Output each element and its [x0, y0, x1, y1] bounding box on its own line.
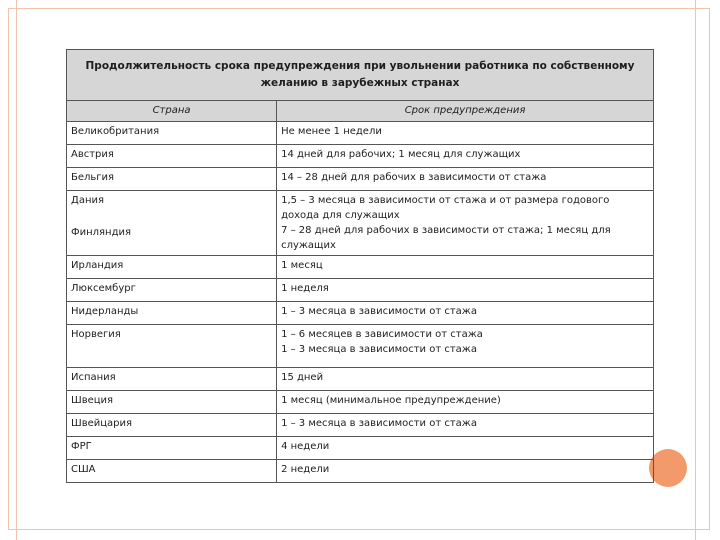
period-cell: 1 – 3 месяца в зависимости от стажа	[277, 302, 654, 325]
table-row	[67, 168, 654, 191]
table-title-row	[67, 50, 654, 101]
country-cell: Нидерланды	[67, 302, 277, 325]
slide-left-line	[16, 0, 17, 540]
table-row	[67, 414, 654, 437]
period-cell: 15 дней	[277, 368, 654, 391]
period-finland: 7 – 28 дней для рабочих в зависимости от стажа; 1 месяц для служащих	[281, 225, 611, 251]
period-cell: 14 – 28 дней для рабочих в зависимости от стажа	[277, 168, 654, 191]
table-row	[67, 279, 654, 302]
country-cell: Испания	[67, 368, 277, 391]
table-row	[67, 391, 654, 414]
table-row	[67, 122, 654, 145]
period-cell	[277, 191, 654, 256]
country-cell: Норвегия	[67, 325, 277, 368]
header-period: Срок предупреждения	[277, 101, 654, 122]
period-cell: 1 месяц (минимальное предупреждение)	[277, 391, 654, 414]
period-cell: 2 недели	[277, 460, 654, 483]
country-cell: Швейцария	[67, 414, 277, 437]
table-row	[67, 460, 654, 483]
period-cell: 1 – 3 месяца в зависимости от стажа	[277, 414, 654, 437]
country-cell: ФРГ	[67, 437, 277, 460]
decorative-circle	[649, 449, 687, 487]
period-cell: 1 неделя	[277, 279, 654, 302]
period-norway-1: 1 – 6 месяцев в зависимости от стажа	[281, 329, 483, 340]
country-denmark: Дания	[71, 195, 104, 206]
table-row	[67, 191, 654, 256]
country-cell: Швеция	[67, 391, 277, 414]
period-cell: Не менее 1 недели	[277, 122, 654, 145]
slide-right-line	[695, 0, 696, 540]
period-cell: 1 месяц	[277, 256, 654, 279]
table-row	[67, 437, 654, 460]
notice-period-table	[66, 49, 654, 483]
country-finland: Финляндия	[71, 227, 132, 238]
header-country: Страна	[67, 101, 277, 122]
period-norway-2: 1 – 3 месяца в зависимости от стажа	[281, 344, 477, 355]
period-cell	[277, 325, 654, 368]
country-cell	[67, 191, 277, 256]
table-title: Продолжительность срока предупреждения при увольнении работника по собственному желанию в зарубежных странах	[67, 50, 654, 101]
table-row	[67, 325, 654, 368]
country-cell: США	[67, 460, 277, 483]
country-cell: Ирландия	[67, 256, 277, 279]
table-row	[67, 256, 654, 279]
table-header-row	[67, 101, 654, 122]
country-cell: Бельгия	[67, 168, 277, 191]
table-row	[67, 145, 654, 168]
country-cell: Великобритания	[67, 122, 277, 145]
table-row	[67, 368, 654, 391]
period-cell: 14 дней для рабочих; 1 месяц для служащих	[277, 145, 654, 168]
country-cell: Австрия	[67, 145, 277, 168]
table-row	[67, 302, 654, 325]
period-denmark: 1,5 – 3 месяца в зависимости от стажа и от размера годового дохода для служащих	[281, 195, 610, 221]
period-cell: 4 недели	[277, 437, 654, 460]
country-cell: Люксембург	[67, 279, 277, 302]
